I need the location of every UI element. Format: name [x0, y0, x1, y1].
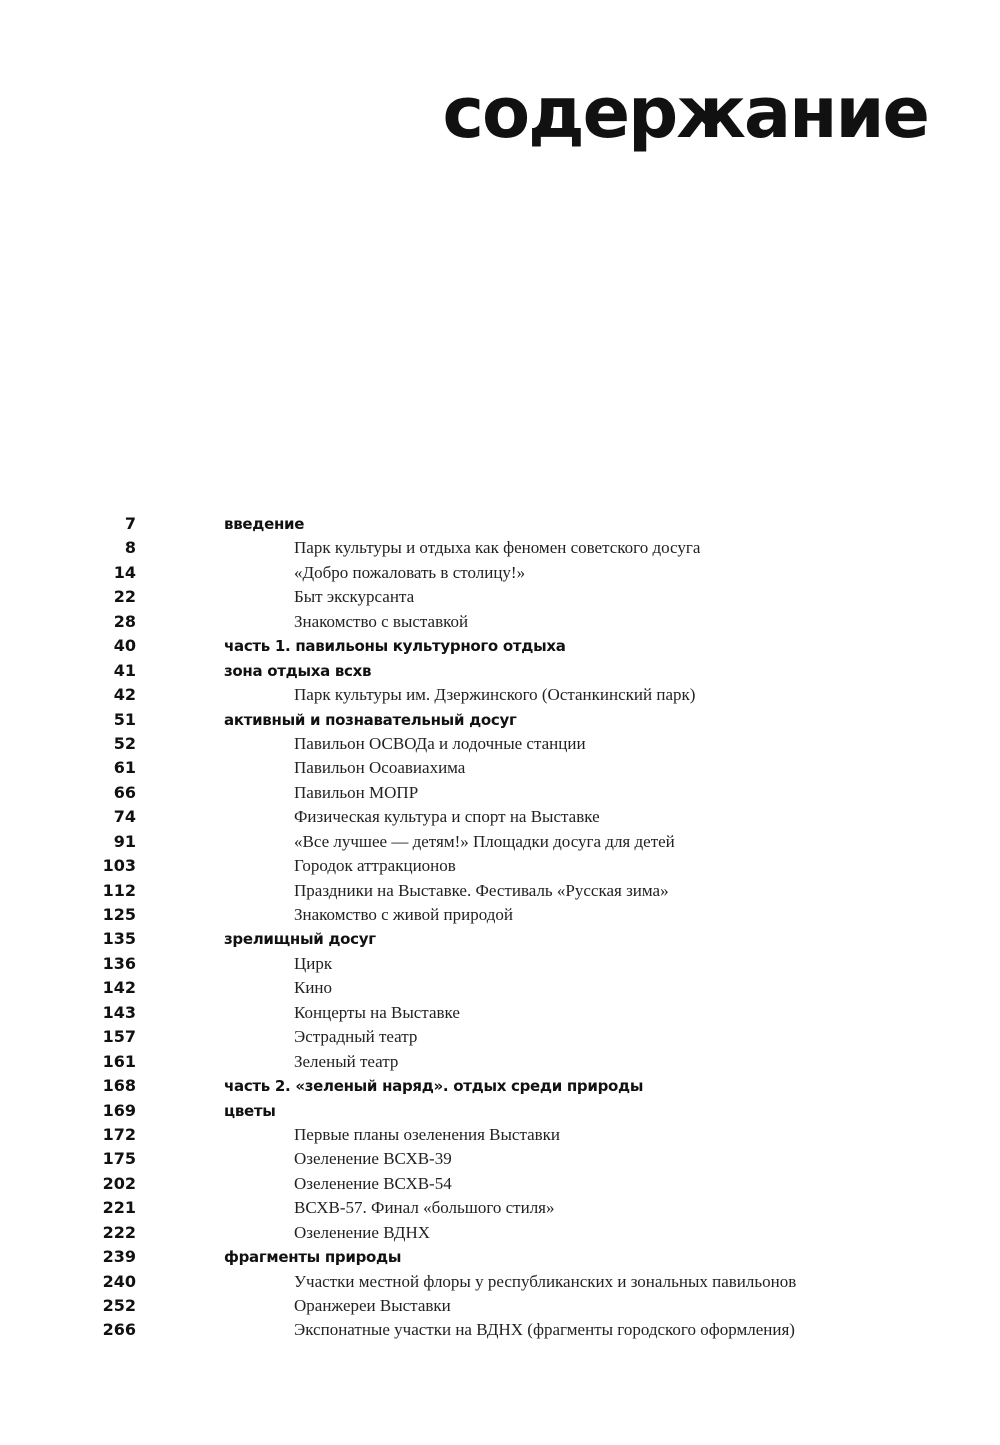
toc-page-number: 28	[113, 611, 136, 631]
toc-entry: Зеленый театр	[294, 1051, 399, 1071]
toc-page-number: 157	[102, 1027, 136, 1047]
page-title: содержание	[442, 72, 928, 154]
toc-page-number: 52	[113, 733, 136, 753]
toc-entry: Экспонатные участки на ВДНХ (фрагменты городского оформления)	[294, 1320, 795, 1340]
toc-page-number: 239	[102, 1247, 136, 1267]
toc-page-number: 74	[113, 807, 136, 827]
toc-page-number: 112	[102, 880, 136, 900]
toc-page-number: 125	[102, 905, 136, 924]
toc-page-number: 135	[102, 929, 136, 949]
toc-section-heading: часть 1. павильоны культурного отдыха	[224, 637, 566, 656]
toc-page-number: 266	[102, 1320, 136, 1340]
toc-page-number: 221	[102, 1198, 136, 1218]
toc-page-number: 168	[102, 1076, 136, 1096]
toc-page-number: 41	[113, 660, 136, 680]
toc-row	[0, 1123, 1000, 1147]
toc-section-heading: введение	[224, 515, 305, 533]
toc-entry: Концерты на Выставке	[294, 1002, 460, 1022]
toc-page-number: 252	[102, 1296, 136, 1315]
toc-row	[0, 585, 1000, 609]
toc-page-number: 66	[113, 782, 136, 802]
toc-row	[0, 634, 1000, 658]
toc-section-heading: активный и познавательный досуг	[224, 710, 517, 729]
toc-row	[0, 708, 1000, 732]
toc-page-number: 143	[102, 1002, 136, 1022]
toc-row	[0, 561, 1000, 585]
toc-row	[0, 683, 1000, 707]
toc-row	[0, 1221, 1000, 1245]
toc-entry: Знакомство с выставкой	[294, 611, 469, 631]
toc-row	[0, 805, 1000, 829]
toc-page-number: 7	[124, 514, 136, 533]
toc-entry: «Добро пожаловать в столицу!»	[294, 562, 526, 582]
toc-page-number: 8	[124, 538, 136, 558]
toc-page-number: 51	[113, 709, 136, 729]
toc-page-number: 61	[113, 758, 136, 778]
toc-row	[0, 1147, 1000, 1171]
toc-row	[0, 952, 1000, 976]
toc-entry: Озеленение ВДНХ	[294, 1222, 431, 1242]
toc-entry: Оранжереи Выставки	[294, 1296, 451, 1315]
toc-entry: Знакомство с живой природой	[294, 905, 513, 924]
toc-page-number: 42	[113, 685, 136, 705]
toc-entry: Павильон МОПР	[294, 782, 419, 802]
toc-row	[0, 1196, 1000, 1220]
toc-section-heading: часть 2. «зеленый наряд». отдых среди природы	[224, 1077, 644, 1096]
toc-row	[0, 879, 1000, 903]
toc-page-number: 161	[102, 1051, 136, 1071]
toc-row	[0, 1099, 1000, 1123]
toc-page-number: 202	[102, 1173, 136, 1193]
toc-page-number: 222	[102, 1222, 136, 1242]
toc-page-number: 175	[102, 1149, 136, 1169]
toc-entry: Павильон Осоавиахима	[294, 758, 466, 778]
toc-entry: Физическая культура и спорт на Выставке	[294, 807, 600, 827]
toc-page-number: 103	[102, 856, 136, 876]
toc-row	[0, 1172, 1000, 1196]
toc-entry: Парк культуры им. Дзержинского (Останкинский парк)	[294, 685, 696, 705]
toc-entry: Участки местной флоры у республиканских и зональных павильонов	[294, 1271, 797, 1291]
toc-page-number: 142	[102, 978, 136, 998]
toc-row	[0, 903, 1000, 927]
toc-row	[0, 1294, 1000, 1318]
toc-row	[0, 830, 1000, 854]
toc-row	[0, 1074, 1000, 1098]
toc-row	[0, 536, 1000, 560]
toc-page-number: 136	[102, 953, 136, 973]
toc-row	[0, 1050, 1000, 1074]
toc-entry: Парк культуры и отдыха как феномен советского досуга	[294, 538, 701, 558]
toc-entry: Быт экскурсанта	[294, 587, 415, 607]
toc-entry: «Все лучшее — детям!» Площадки досуга для детей	[294, 831, 675, 851]
toc-page-number: 40	[113, 636, 136, 656]
toc-row	[0, 1001, 1000, 1025]
toc-entry: Первые планы озеленения Выставки	[294, 1124, 561, 1144]
toc-page-number: 14	[113, 562, 136, 582]
toc-page-number: 240	[102, 1271, 136, 1291]
toc-page-number: 169	[102, 1100, 136, 1120]
toc-entry: Кино	[294, 978, 333, 998]
toc-entry: Эстрадный театр	[294, 1027, 418, 1047]
toc-section-heading: зона отдыха всхв	[224, 661, 372, 680]
toc-row	[0, 927, 1000, 951]
toc-row	[0, 976, 1000, 1000]
toc-row	[0, 1025, 1000, 1049]
table-of-contents	[0, 512, 1000, 1343]
toc-page-number: 172	[102, 1124, 136, 1144]
toc-entry: Озеленение ВСХВ-39	[294, 1149, 452, 1169]
toc-row	[0, 732, 1000, 756]
toc-row	[0, 781, 1000, 805]
toc-row	[0, 854, 1000, 878]
toc-entry: Цирк	[294, 953, 333, 973]
toc-row	[0, 1318, 1000, 1342]
toc-page-number: 22	[113, 587, 136, 607]
toc-page-number: 91	[113, 831, 136, 851]
toc-entry: Озеленение ВСХВ-54	[294, 1173, 452, 1193]
toc-entry: Павильон ОСВОДа и лодочные станции	[294, 733, 586, 753]
toc-entry: Городок аттракционов	[294, 856, 456, 876]
toc-section-heading: зрелищный досуг	[224, 930, 376, 949]
toc-section-heading: цветы	[224, 1101, 276, 1120]
toc-row	[0, 1270, 1000, 1294]
toc-row	[0, 610, 1000, 634]
toc-section-heading: фрагменты природы	[224, 1248, 402, 1267]
toc-entry: Праздники на Выставке. Фестиваль «Русская зима»	[294, 880, 669, 900]
toc-row	[0, 659, 1000, 683]
toc-entry: ВСХВ-57. Финал «большого стиля»	[294, 1198, 555, 1218]
toc-row	[0, 512, 1000, 536]
toc-row	[0, 1245, 1000, 1269]
toc-row	[0, 756, 1000, 780]
